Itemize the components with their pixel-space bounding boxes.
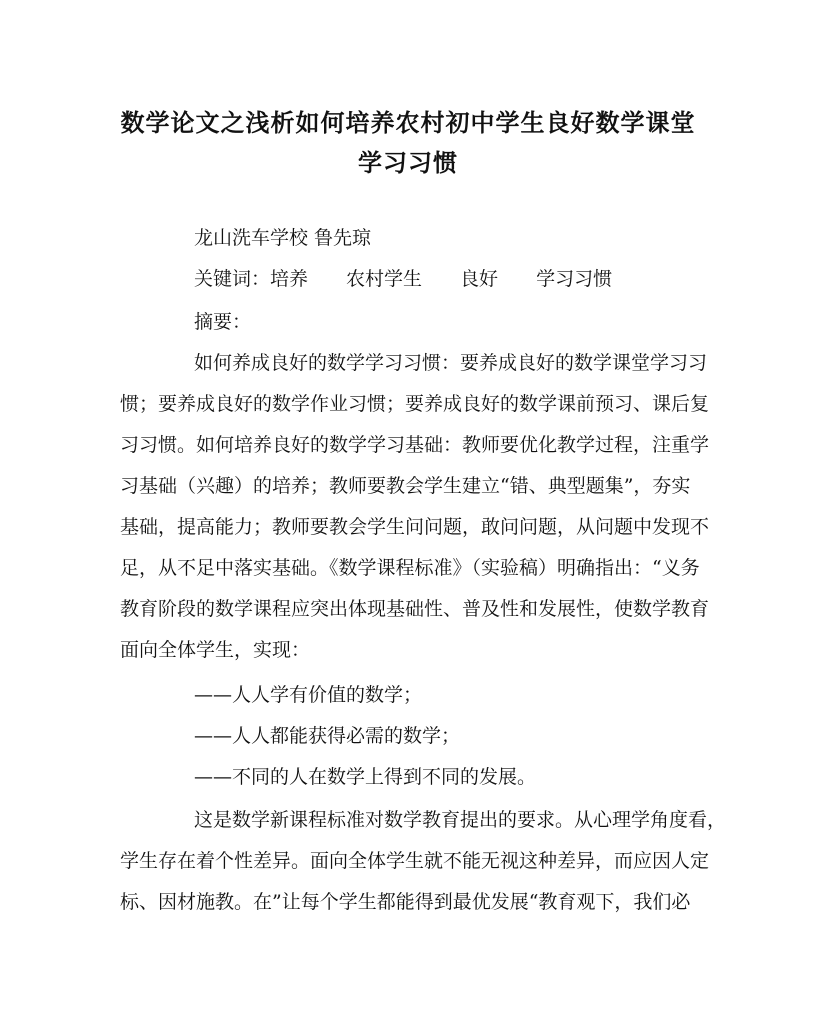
keyword: 培养 [270,268,309,290]
keyword: 学习习惯 [536,268,613,290]
keyword: 农村学生 [346,268,423,290]
list-item: ——人人都能获得必需的数学； [194,725,461,747]
paragraph-line: 基础，提高能力；教师要教会学生问问题，敢问问题，从问题中发现不 [120,516,710,538]
paragraph-line: 足，从不足中落实基础。《数学课程标准》（实验稿）明确指出：“义务 [120,557,700,579]
paragraph-line: 标、因材施教。在”让每个学生都能得到最优发展“教育观下，我们必 [120,891,691,913]
list-item: ——人人学有价值的数学； [194,684,423,706]
paragraph-line: 学生存在着个性差异。面向全体学生就不能无视这种差异，而应因人定 [120,850,710,872]
keywords-line [194,266,794,292]
paragraph-line: 习习惯。如何培养良好的数学学习基础：教师要优化教学过程，注重学 [120,434,710,456]
document-title-line2: 学习习惯 [358,149,458,177]
keyword: 良好 [460,268,499,290]
paragraph-line: 教育阶段的数学课程应突出体现基础性、普及性和发展性，使数学教育 [120,598,710,620]
document-title-line1: 数学论文之浅析如何培养农村初中学生良好数学课堂 [120,109,696,137]
paragraph-line: 面向全体学生，实现： [120,639,311,661]
paragraph-line: 如何养成良好的数学学习习惯：要养成良好的数学课堂学习习 [194,352,708,374]
abstract-label: 摘要： [194,311,252,333]
author-line: 龙山洗车学校 鲁先琼 [194,227,372,249]
paragraph-line: 习基础（兴趣）的培养；教师要教会学生建立“错、典型题集”，夯实 [120,475,691,497]
list-item: ——不同的人在数学上得到不同的发展。 [194,766,537,788]
paragraph-line: 这是数学新课程标准对数学教育提出的要求。从心理学角度看， [194,809,727,831]
paragraph-line: 惯；要养成良好的数学作业习惯；要养成良好的数学课前预习、课后复 [120,393,710,415]
keywords-label: 关键词： [194,268,271,290]
